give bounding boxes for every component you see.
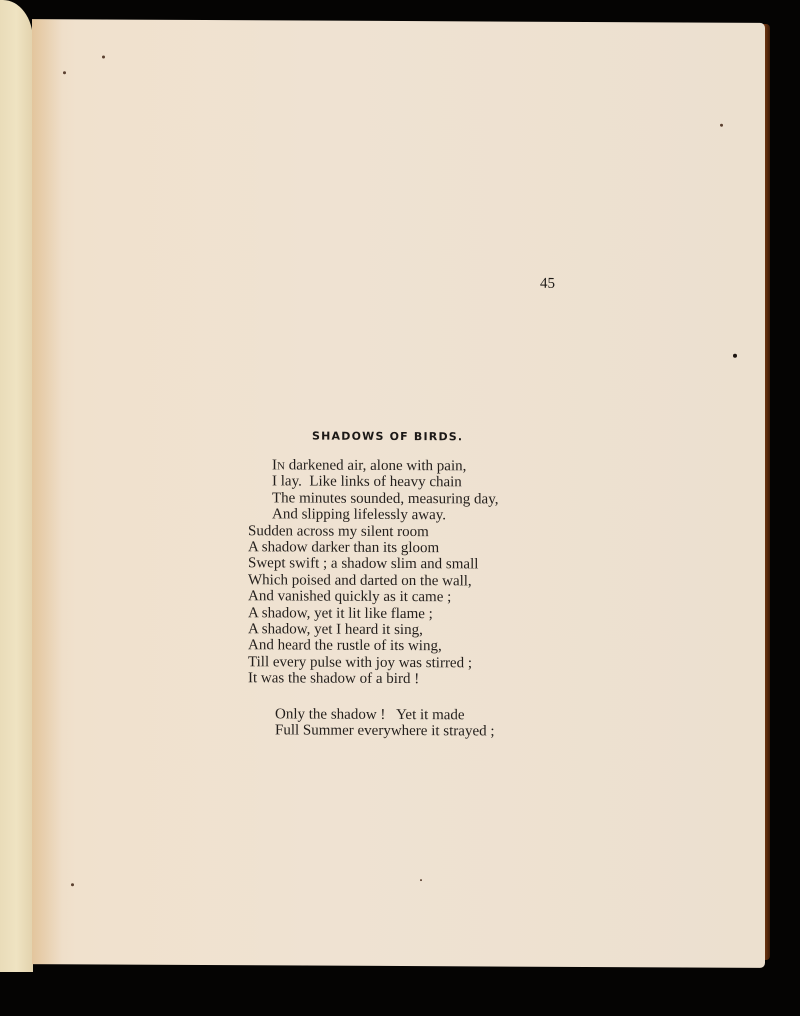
- facing-page-curl: [0, 0, 33, 972]
- paper-speck: [102, 55, 105, 58]
- poem-line: And vanished quickly as it came ;: [248, 588, 452, 606]
- paper-speck: [71, 883, 74, 886]
- poem-line: Till every pulse with joy was stirred ;: [248, 654, 473, 672]
- poem-line: Which poised and darted on the wall,: [248, 572, 472, 590]
- book-page: [32, 19, 765, 968]
- poem-title: SHADOWS OF BIRDS.: [312, 429, 464, 444]
- poem-line: A shadow darker than its gloom: [248, 539, 440, 557]
- gutter-shadow: [32, 19, 62, 964]
- poem-line: I lay. Like links of heavy chain: [272, 473, 462, 491]
- paper-speck: [733, 354, 737, 358]
- page-number: 45: [540, 275, 555, 292]
- drop-word: In: [272, 457, 285, 474]
- poem-line: A shadow, yet I heard it sing,: [248, 621, 423, 639]
- poem-line: Swept swift ; a shadow slim and small: [248, 555, 479, 573]
- poem-line: Full Summer everywhere it strayed ;: [275, 722, 495, 740]
- paper-speck: [420, 879, 422, 881]
- poem-body: [248, 457, 498, 740]
- poem-line: Only the shadow ! Yet it made: [275, 706, 465, 724]
- poem-line: In darkened air, alone with pain,: [272, 457, 467, 475]
- poem-line: The minutes sounded, measuring day,: [272, 490, 499, 508]
- paper-speck: [720, 124, 723, 127]
- stanza-break: [248, 687, 498, 707]
- poem-line: Sudden across my silent room: [248, 522, 429, 540]
- poem-line: A shadow, yet it lit like flame ;: [248, 604, 433, 622]
- poem-line: And heard the rustle of its wing,: [248, 637, 442, 655]
- paper-speck: [63, 71, 66, 74]
- stanza-1: [248, 457, 498, 688]
- stanza-2: [248, 706, 498, 740]
- poem-line: It was the shadow of a bird !: [248, 670, 420, 688]
- poem-line: And slipping lifelessly away.: [272, 506, 447, 524]
